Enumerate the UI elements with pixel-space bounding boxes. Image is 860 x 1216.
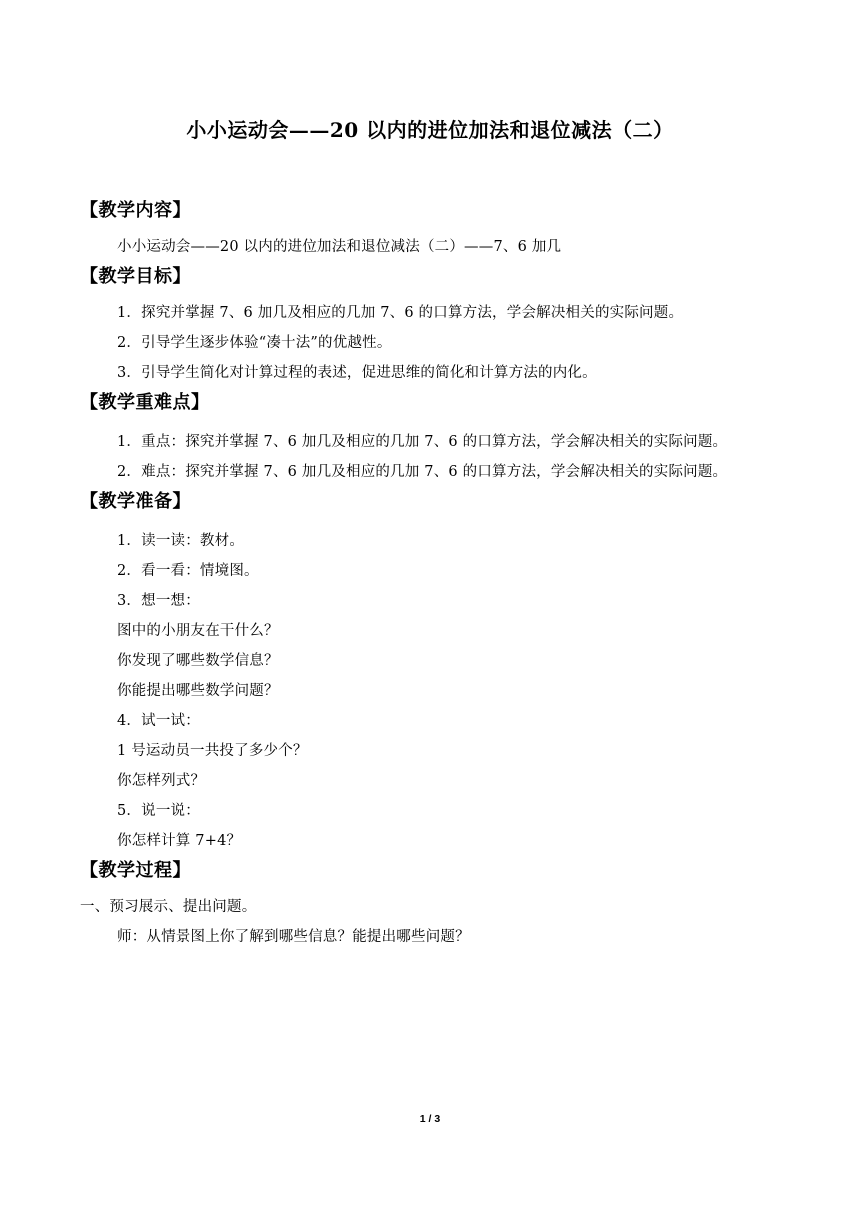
document-body [80,196,780,952]
preparation-line: 你能提出哪些数学问题？ [117,683,279,699]
preparation-line: 你怎样计算 7+4？ [117,833,242,849]
section-heading-goals: 【教学目标】 [80,266,191,287]
preparation-line: 1．读一读：教材。 [117,533,245,549]
content-text: 小小运动会——20 以内的进位加法和退位减法（二）——7、6 加几 [117,239,562,255]
document-title: 小小运动会——20 以内的进位加法和退位减法（二） [186,118,674,142]
section-heading-content: 【教学内容】 [80,200,191,221]
page-number: 1 / 3 [419,1113,441,1125]
process-step: 一、预习展示、提出问题。 [80,899,257,915]
preparation-line: 你怎样列式？ [117,773,206,789]
preparation-line: 2．看一看：情境图。 [117,563,259,579]
section-heading-process: 【教学过程】 [80,860,191,881]
key-point-item: 1．重点：探究并掌握 7、6 加几及相应的几加 7、6 的口算方法，学会解决相关的实际问题。 [117,434,728,450]
process-text: 师：从情景图上你了解到哪些信息？能提出哪些问题？ [117,929,470,945]
goal-item: 3．引导学生简化对计算过程的表述，促进思维的简化和计算方法的内化。 [117,365,597,381]
preparation-line: 你发现了哪些数学信息？ [117,653,279,669]
key-point-item: 2．难点：探究并掌握 7、6 加几及相应的几加 7、6 的口算方法，学会解决相关的实际问题。 [117,464,728,480]
preparation-line: 5．说一说： [117,803,200,819]
goal-item: 1．探究并掌握 7、6 加几及相应的几加 7、6 的口算方法，学会解决相关的实际问题。 [117,305,684,321]
goal-item: 2．引导学生逐步体验“凑十法”的优越性。 [117,335,392,351]
section-heading-key-points: 【教学重难点】 [80,392,210,413]
section-heading-preparation: 【教学准备】 [80,491,191,512]
preparation-line: 3．想一想： [117,593,200,609]
preparation-line: 4．试一试： [117,713,200,729]
preparation-line: 1 号运动员一共投了多少个？ [117,743,308,759]
preparation-line: 图中的小朋友在干什么？ [117,623,279,639]
